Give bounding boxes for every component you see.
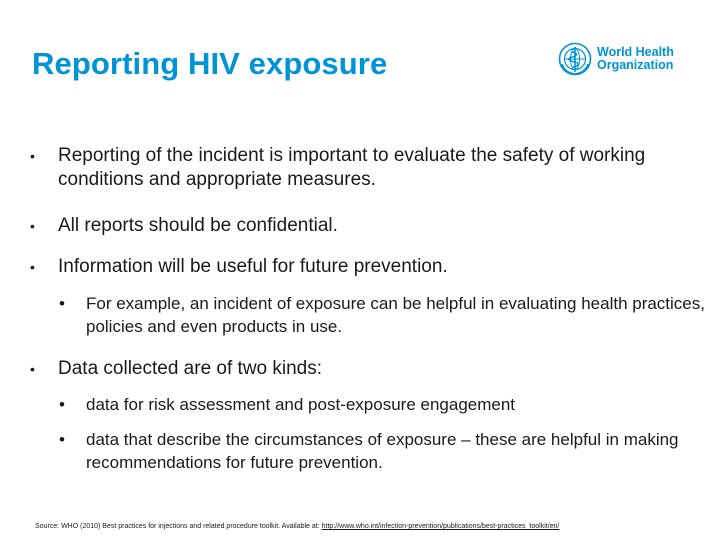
bullet-text: Reporting of the incident is important to evaluate the safety of working conditions and appropriate measures.	[58, 145, 646, 190]
bullet-marker: •	[30, 218, 35, 234]
bullet-text: For example, an incident of exposure can be helpful in evaluating health practices, policies and even products in use.	[86, 294, 705, 336]
bullet-item	[30, 144, 698, 192]
sub-bullet-item	[59, 393, 706, 416]
sub-bullet-item	[59, 428, 706, 474]
who-emblem-icon	[558, 42, 592, 76]
who-logo-text	[597, 46, 674, 72]
source-link[interactable]: http://www.who.int/infection-prevention/publications/best-practices_toolkit/en/	[321, 523, 560, 530]
bullet-item	[30, 357, 698, 381]
bullet-text: data that describe the circumstances of exposure – these are helpful in making recommendations for future prevention.	[86, 430, 679, 472]
who-logo	[558, 40, 678, 78]
bullet-item	[30, 214, 698, 238]
logo-line-2: Organization	[597, 58, 674, 72]
bullet-text: Information will be useful for future prevention.	[58, 256, 448, 277]
bullet-item	[30, 255, 698, 279]
bullet-text: data for risk assessment and post-exposure engagement	[86, 395, 516, 414]
bullet-marker: •	[59, 294, 65, 313]
bullet-marker: •	[59, 395, 65, 414]
bullet-text: Data collected are of two kinds:	[58, 358, 323, 379]
source-citation	[35, 523, 559, 530]
source-text: Source: WHO (2010) Best practices for injections and related procedure toolkit. Available at:	[35, 523, 322, 530]
bullet-marker: •	[30, 361, 35, 377]
logo-line-1: World Health	[597, 45, 674, 59]
bullet-marker: •	[30, 259, 35, 275]
slide-title: Reporting HIV exposure	[32, 46, 388, 81]
bullet-marker: •	[30, 148, 35, 164]
sub-bullet-item	[59, 292, 706, 338]
bullet-text: All reports should be confidential.	[58, 215, 338, 236]
bullet-marker: •	[59, 430, 65, 449]
